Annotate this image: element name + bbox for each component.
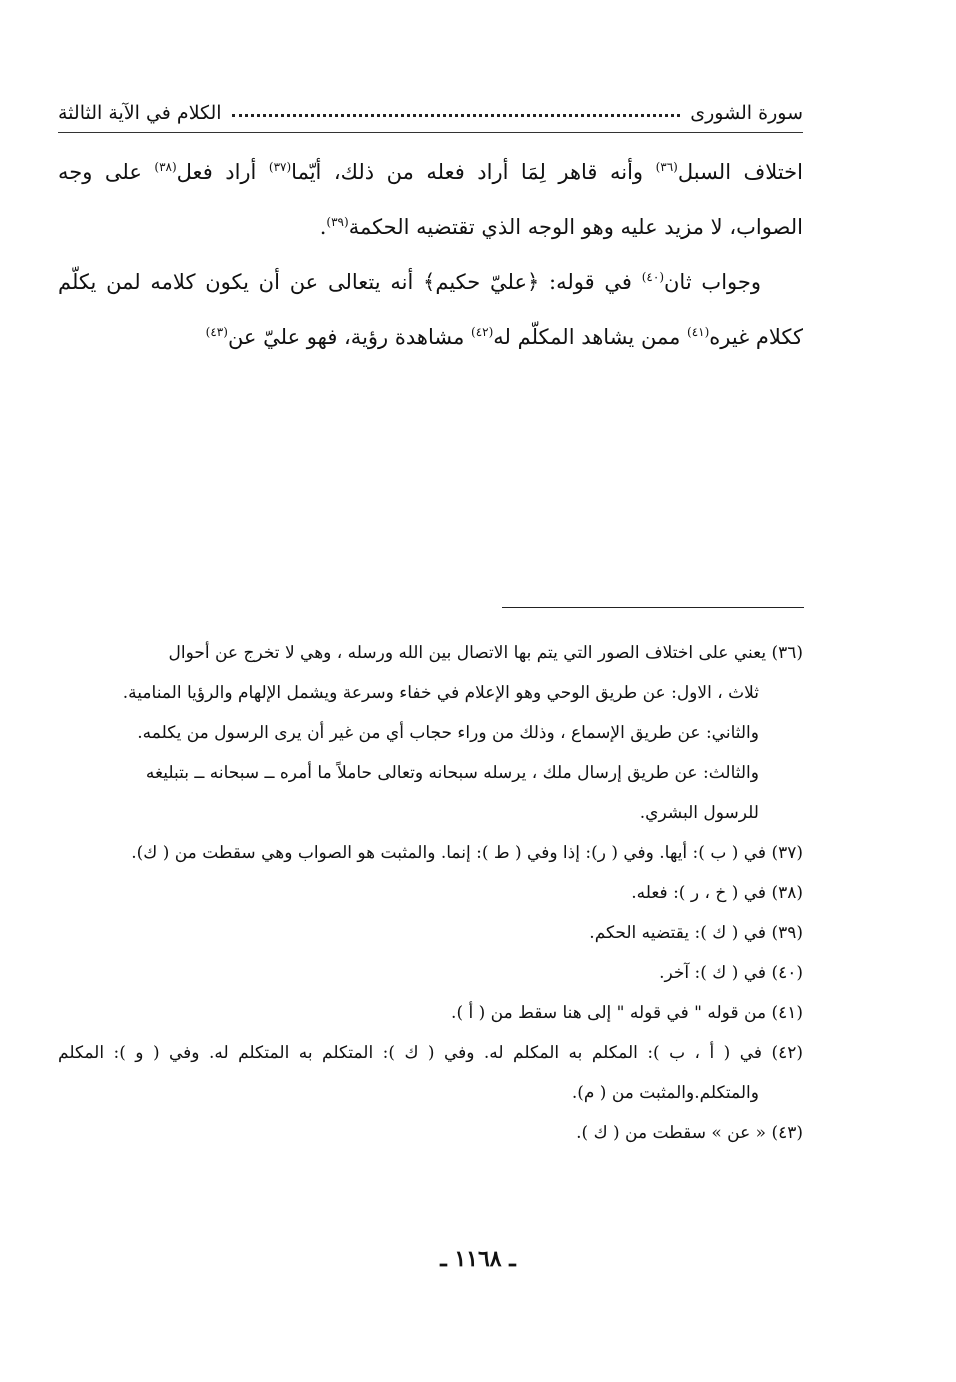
text-run: اختلاف السبل — [677, 160, 803, 184]
text-run: وجواب ثان — [664, 270, 761, 294]
footnote-ref: (٤٠) — [641, 270, 664, 284]
section-title: الكلام في الآية الثالثة — [58, 102, 222, 124]
text-run: في قوله: ﴿عليّ حكيم﴾ أنه يتعالى عن أن يكون كلامه لمن يكلّم ككلام غيره — [58, 270, 803, 349]
footnote-ref: (٣٦) — [655, 160, 678, 174]
footnote-36-line: والثاني: عن طريق الإسماع ، وذلك من وراء حجاب أي من غير أن يرى الرسول من يكلمه. — [137, 723, 759, 743]
footnote-ref: (٤٢) — [471, 325, 494, 339]
footnote-36-line: للرسول البشري. — [639, 803, 759, 823]
footnote-37: (٣٧) في ( ب ): أيها. وفي ( ر): إذا وفي ( ط ): إنما. والمثبت هو الصواب وهي سقطت من ( ك). — [131, 843, 803, 863]
footnote-ref: (٣٨) — [154, 160, 177, 174]
footnote-36-line: ثلاث ، الاول: عن طريق الوحي وهو الإعلام في خفاء وسرعة ويشمل الإلهام والرؤيا المنامية. — [122, 683, 759, 703]
footnote-ref: (٣٩) — [326, 215, 349, 229]
text-run: على وجه الصواب، لا مزيد عليه وهو الوجه الذي تقتضيه الحكمة — [58, 160, 803, 239]
footnote-ref: (٤١) — [687, 325, 710, 339]
header-dot-leader — [232, 114, 681, 117]
main-text — [58, 145, 803, 365]
footnote-42: (٤٢) في ( أ ، ب ): المكلم به المكلم له. وفي ( ك ): المتكلم به المتكلم له. وفي ( و ): المكلم والمتكلم.والمثبت من ( م). — [58, 1043, 803, 1103]
text-run: ممن يشاهد المكلّم له — [493, 325, 688, 349]
footnote-36: (٣٦) يعني على اختلاف الصور التي يتم بها الاتصال بين الله ورسله ، وهي لا تخرج عن أحوال — [168, 643, 803, 663]
text-run: أراد فعل — [176, 160, 269, 184]
footnote-ref: (٤٣) — [205, 325, 228, 339]
paragraph-1 — [58, 145, 803, 255]
footnotes — [58, 633, 803, 1153]
paragraph-2 — [58, 255, 803, 365]
footnote-ref: (٣٧) — [268, 160, 292, 174]
header-rule — [58, 132, 803, 133]
footnote-36-line: والثالث: عن طريق إرسال ملك ، يرسله سبحانه وتعالى حاملاً ما أمره ــ سبحانه ــ بتبليغه — [145, 763, 759, 783]
footnote-38: (٣٨) في ( خ ، ر ): فعله. — [631, 883, 803, 903]
footnote-39: (٣٩) في ( ك ): يقتضيه الحكم. — [589, 923, 803, 943]
footnote-43: (٤٣) « عن » سقطت من ( ك ). — [576, 1123, 803, 1143]
text-run: وأنه قاهر لِمَا أراد فعله من ذلك، أيّما — [291, 160, 656, 184]
footnote-40: (٤٠) في ( ك ): آخر. — [659, 963, 803, 983]
running-header — [58, 96, 803, 130]
footnote-separator — [502, 607, 804, 608]
text-run: مشاهدة رؤية، فهو عليّ عن — [227, 325, 472, 349]
surah-title: سورة الشورى — [690, 102, 803, 124]
footnote-41: (٤١) من قوله " في قوله " إلى هنا سقط من ( أ ). — [451, 1003, 803, 1023]
text-run: . — [319, 215, 327, 239]
page-number: ـ ١١٦٨ ـ — [440, 1246, 516, 1272]
